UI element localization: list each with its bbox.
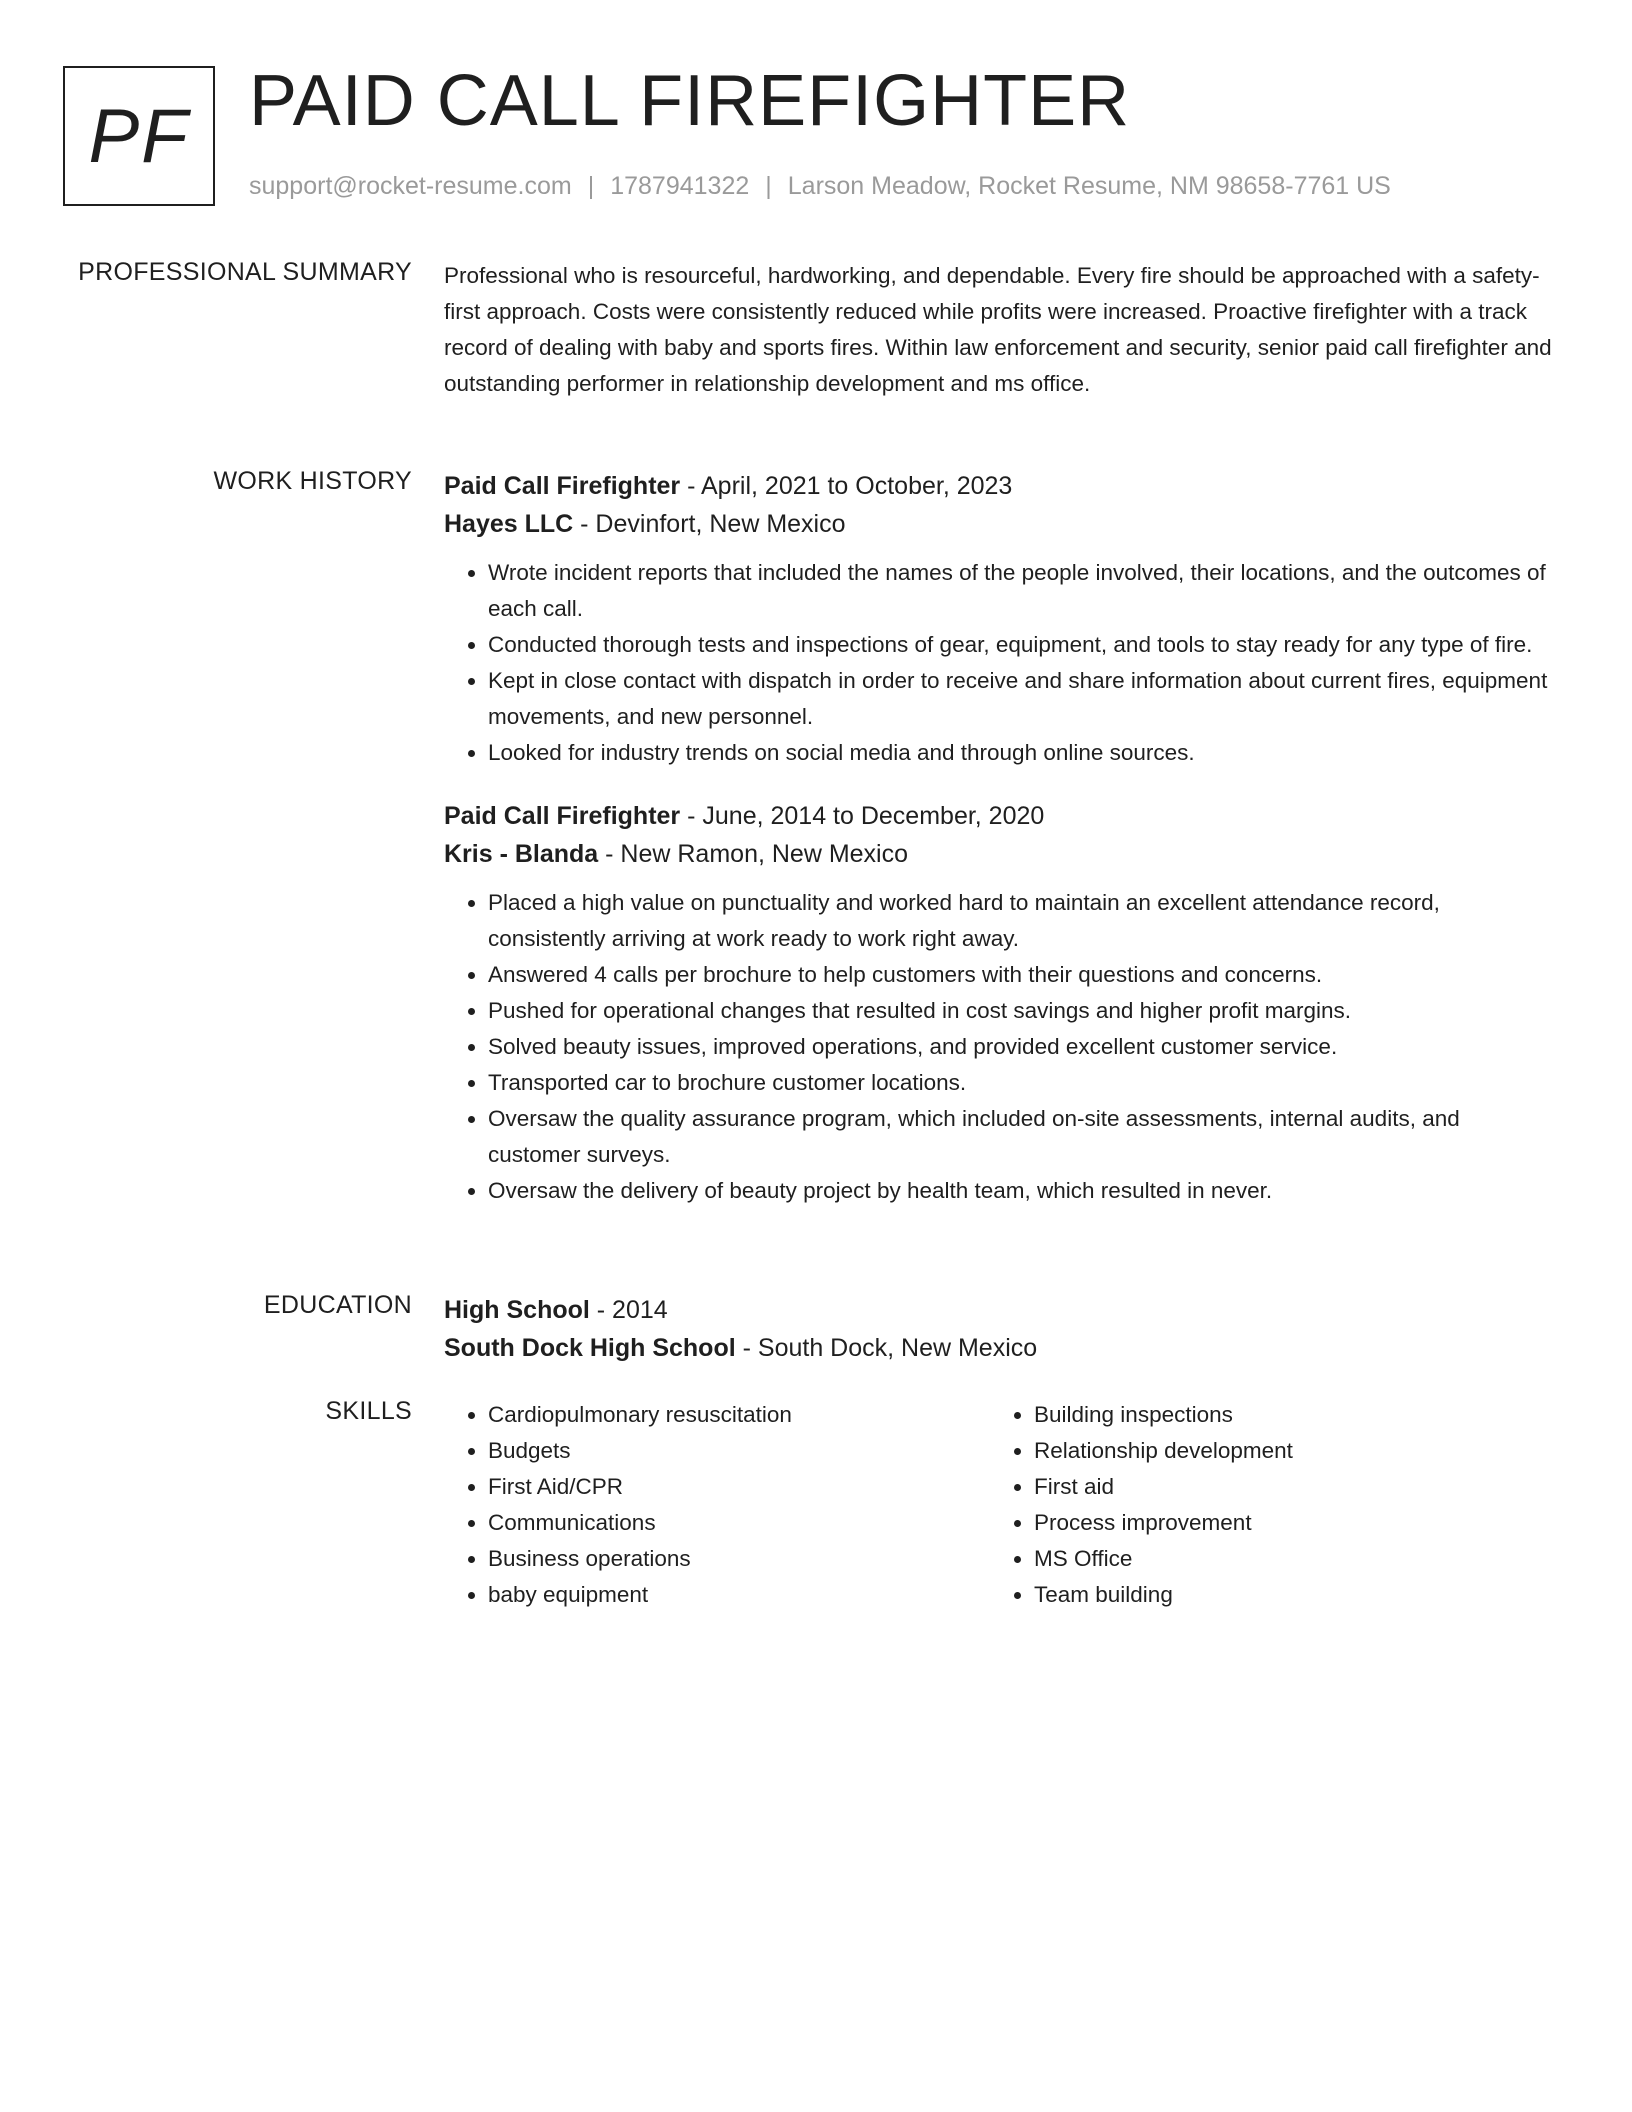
skill-item: • Team building <box>1034 1577 1536 1613</box>
job-company-line <box>444 835 1556 873</box>
skill-item: • First aid <box>1034 1469 1536 1505</box>
education-body <box>444 1291 1556 1367</box>
job-bullets <box>444 555 1556 771</box>
job-title: Paid Call Firefighter <box>444 802 681 830</box>
job-bullet: • Oversaw the quality assurance program, which included on-site assessments, internal audits, and customer surveys. <box>488 1101 1556 1173</box>
skill-item: • Business operations <box>488 1541 990 1577</box>
job-company-line <box>444 505 1556 543</box>
candidate-name: PAID CALL FIREFIGHTER <box>249 61 1131 141</box>
contact-line <box>249 172 1391 201</box>
contact-separator: | <box>765 172 772 200</box>
summary-body <box>444 258 1556 402</box>
job-bullets <box>444 885 1556 1209</box>
skill-item: • baby equipment <box>488 1577 990 1613</box>
job-company: Hayes LLC <box>444 510 574 538</box>
skill-item: • Communications <box>488 1505 990 1541</box>
job-bullet: • Placed a high value on punctuality and worked hard to maintain an excellent attendance record, consistently arriving at work ready to work right away. <box>488 885 1556 957</box>
skill-item: • Process improvement <box>1034 1505 1536 1541</box>
summary-text: Professional who is resourceful, hardworking, and dependable. Every fire should be approached with a safety-first approach. Costs were consistently reduced while profits were increased. Proactive firefighter with a track record of dealing with baby and sports fires. Within law enforcement and security, senior paid call firefighter and outstanding performer in relationship development and ms office. <box>444 263 1552 396</box>
skills-columns <box>444 1397 1556 1613</box>
skills-list <box>990 1397 1536 1613</box>
contact-address: Larson Meadow, Rocket Resume, NM 98658-7761 US <box>787 172 1391 200</box>
job-location: - New Ramon, New Mexico <box>598 840 909 868</box>
job-bullet: • Answered 4 calls per brochure to help customers with their questions and concerns. <box>488 957 1556 993</box>
skills-column-left <box>444 1397 990 1613</box>
section-label-education: EDUCATION <box>263 1291 412 1319</box>
resume-header <box>63 61 1572 212</box>
job-dates: - April, 2021 to October, 2023 <box>680 472 1013 500</box>
contact-email: support@rocket-resume.com <box>249 172 572 200</box>
skill-item: • Budgets <box>488 1433 990 1469</box>
education-location: - South Dock, New Mexico <box>735 1334 1038 1362</box>
job-title: Paid Call Firefighter <box>444 472 681 500</box>
job-bullet: • Kept in close contact with dispatch in order to receive and share information about current fires, equipment movements, and new personnel. <box>488 663 1556 735</box>
education-school-line <box>444 1329 1556 1367</box>
job-bullet: • Oversaw the delivery of beauty project by health team, which resulted in never. <box>488 1173 1556 1209</box>
job-bullet: • Solved beauty issues, improved operations, and provided excellent customer service. <box>488 1029 1556 1065</box>
job-bullet: • Pushed for operational changes that resulted in cost savings and higher profit margins. <box>488 993 1556 1029</box>
section-label-skills: SKILLS <box>325 1397 412 1425</box>
job-entry <box>444 797 1556 1209</box>
job-location: - Devinfort, New Mexico <box>573 510 846 538</box>
education-degree: High School <box>444 1296 590 1324</box>
skills-body <box>444 1397 1556 1613</box>
job-company: Kris - Blanda <box>444 840 599 868</box>
job-dates: - June, 2014 to December, 2020 <box>680 802 1045 830</box>
contact-phone: 1787941322 <box>610 172 750 200</box>
skill-item: • MS Office <box>1034 1541 1536 1577</box>
job-bullet: • Wrote incident reports that included the names of the people involved, their locations, and the outcomes of each call. <box>488 555 1556 627</box>
job-entry <box>444 467 1556 771</box>
skill-item: • First Aid/CPR <box>488 1469 990 1505</box>
skill-item: • Building inspections <box>1034 1397 1536 1433</box>
education-year: - 2014 <box>589 1296 668 1324</box>
work-history-body <box>444 467 1556 1235</box>
section-label-work-history: WORK HISTORY <box>213 467 412 495</box>
contact-separator: | <box>587 172 595 200</box>
job-bullet: • Conducted thorough tests and inspections of gear, equipment, and tools to stay ready for any type of fire. <box>488 627 1556 663</box>
job-bullet: • Transported car to brochure customer locations. <box>488 1065 1556 1101</box>
education-degree-line <box>444 1291 1556 1329</box>
skill-item: • Cardiopulmonary resuscitation <box>488 1397 990 1433</box>
job-bullet: • Looked for industry trends on social media and through online sources. <box>488 735 1556 771</box>
section-label-summary: PROFESSIONAL SUMMARY <box>78 258 412 286</box>
job-title-line <box>444 797 1556 835</box>
education-school: South Dock High School <box>444 1334 736 1362</box>
skills-column-right <box>990 1397 1536 1613</box>
skill-item: • Relationship development <box>1034 1433 1536 1469</box>
job-title-line <box>444 467 1556 505</box>
monogram-badge: PF <box>63 66 215 206</box>
skills-list <box>444 1397 990 1613</box>
